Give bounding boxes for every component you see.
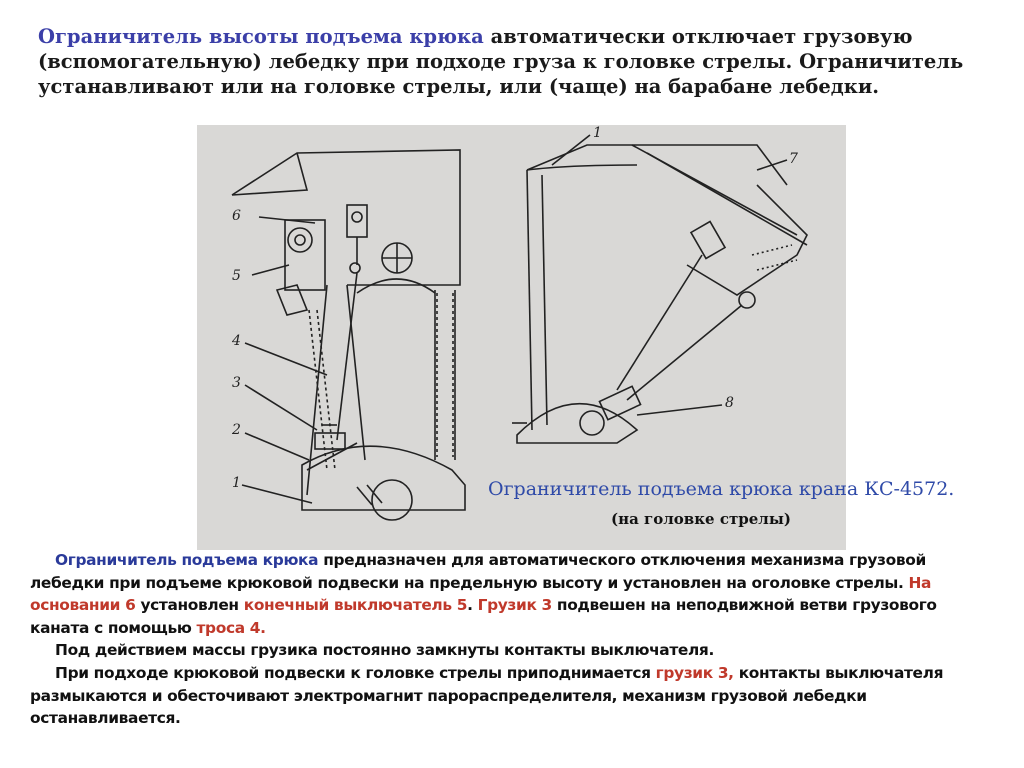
text-span: предназначен для автоматического отключения механизма грузовой лебедки при подъеме крюковой подвески на предельную высоту и установлен на оголовке стрелы. <box>30 551 926 592</box>
description-paragraph-2 <box>30 639 992 662</box>
figure-subcaption: (на головке стрелы) <box>611 510 791 528</box>
intro-paragraph <box>38 24 988 99</box>
term-weight-3-b: грузик 3, <box>655 663 734 682</box>
text-span: Под действием массы грузика постоянно замкнуты контакты выключателя. <box>55 641 714 660</box>
description-paragraph-1 <box>30 549 992 639</box>
term-switch-5: конечный выключатель 5 <box>243 596 468 615</box>
text-span: При подходе крюковой подвески к головке стрелы приподнимается <box>55 663 656 682</box>
description-block <box>30 549 992 730</box>
label-7: 7 <box>789 151 798 167</box>
label-1: 1 <box>232 475 241 491</box>
figure-caption: Ограничитель подъема крюка крана КС-4572. <box>488 478 955 500</box>
term-base-6: На основании 6 <box>30 573 932 615</box>
intro-term: Ограничитель высоты подъема крюка <box>38 25 484 48</box>
term-weight-3: Грузик 3 <box>477 596 552 615</box>
left-boom-head <box>232 150 465 520</box>
term-limiter: Ограничитель подъема крюка <box>55 551 319 569</box>
label-8: 8 <box>725 395 734 411</box>
term-cable-4: троса 4. <box>196 618 266 637</box>
label-1-right: 1 <box>593 125 602 141</box>
label-5: 5 <box>232 268 241 284</box>
description-paragraph-3 <box>30 662 992 730</box>
text-span: . <box>467 596 478 615</box>
label-6: 6 <box>232 208 241 224</box>
intro-text: автоматически отключает грузовую (вспомогательную) лебедку при подходе груза к головке стрелы. Ограничитель устанавливают или на головке стрелы, или (чаще) на барабане лебедки. <box>38 25 964 98</box>
text-span: подвешен на неподвижной ветви грузового каната с помощью <box>30 596 937 637</box>
text-span: контакты выключателя размыкаются и обесточивают электромагнит парораспределителя, механизм грузовой лебедки останавливается. <box>30 663 944 728</box>
text-span: установлен <box>135 596 244 615</box>
label-3: 3 <box>232 375 241 391</box>
label-4: 4 <box>232 333 241 349</box>
label-2: 2 <box>232 422 241 438</box>
right-boom-head <box>512 145 807 443</box>
